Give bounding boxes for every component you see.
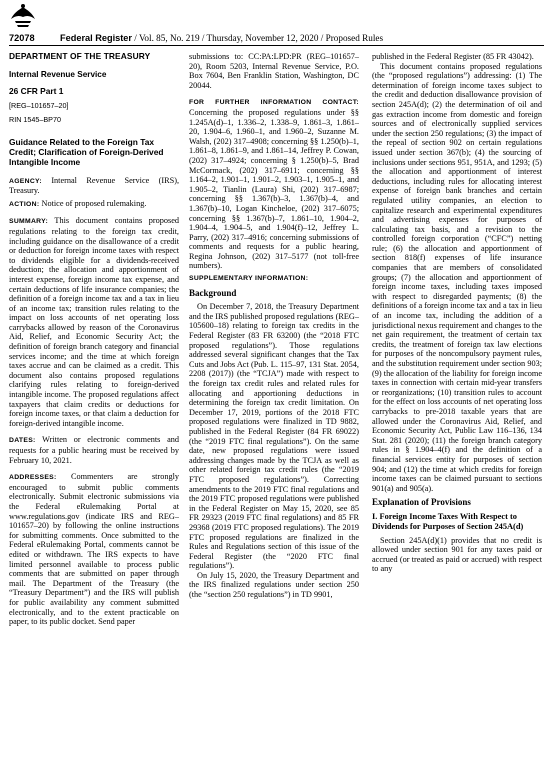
section-heading: I. Foreign Income Taxes With Respect to Dividends for Purposes of Section 245A(d) [372,511,524,531]
background-paragraph-1: On December 7, 2018, the Treasury Department and the IRS published proposed regulations (REG–105600–18) relating to foreign tax credits in the Federal Register (83 FR 63200) (the “2018 FTC proposed regulations”). Those regulations addressed several significant changes that the Tax Cuts and Jobs Act (Pub. L. 115–97, 131 Stat. 2054, 2208 (2017)) (the “TCJA”) made with respect to the foreign tax credit rules and related rules for allocating and apportioning deductions in determining the foreign tax credit limitation. On December 17, 2019, portions of the 2018 FTC proposed regulations were finalized in TD 9882, published in the Federal Register (84 FR 69022) (the “2019 FTC final regulations”). On the same date, new proposed regulations were issued addressing changes made by the TCJA as well as other related foreign tax credit rules (the “2019 FTC proposed regulations”). Correcting amendments to the 2019 FTC final regulations and the 2019 FTC proposed regulations were published in the Federal Register on May 15, 2020, see 85 FR 29323 (2019 FTC final regulations) and 85 FR 29368 (2019 FTC proposed regulations). The 2019 FTC proposed regulations are finalized in the Rules and Regulations section of this issue of the Federal Register (the “2020 FTC final regulations”). [189,302,359,571]
summary-text: This document contains proposed regulations relating to the foreign tax credit, including guidance on the disallowance of a credit or deduction for foreign income taxes with respect to dividends eligible for a dividends-received deduction; the allocation and apportionment of interest expense, foreign income tax expense, and certain deductions of life insurance companies; the definition of a foreign income tax and a tax in lieu of an income tax; transition rules relating to the impact on loss accounts of net operating loss carrybacks allowed by reason of the Coronavirus Aid, Relief, and Economic Security Act; the definition of foreign branch category and financial services income; and the time at which foreign taxes accrue and can be claimed as a credit. This document also contains proposed regulations clarifying rules relating to foreign-derived intangible income. The proposed regulations affect taxpayers that claim credits or deductions for foreign income taxes, or that claim a deduction for foreign-derived intangible income. [9,216,179,428]
action-label: ACTION: [9,200,40,208]
summary-label: SUMMARY: [9,218,49,226]
docket-id: [REG–101657–20] [9,100,69,110]
publication-name: Federal Register [60,33,132,43]
addresses-continuation: submissions to: CC:PA:LPD:PR (REG–101657–20), Room 5203, Internal Revenue Service, P.O. Box 7604, Ben Franklin Station, Washington, DC 20044. [189,52,359,90]
supplementary-label: SUPPLEMENTARY INFORMATION: [189,275,309,283]
contact-block [189,97,359,271]
background-heading: Background [189,287,237,298]
middle-column [189,52,359,774]
dates-block [9,435,179,465]
summary-block [9,216,179,428]
section-paragraph: Section 245A(d)(1) provides that no credit is allowed under section 901 for any taxes paid or accrued (or treated as paid or accrued) with respect to any [372,535,542,574]
rin-number: RIN 1545–BP70 [9,115,61,125]
background-continuation: published in the Federal Register (85 FR 43042). [372,52,534,61]
volume-info: / Vol. 85, No. 219 / Thursday, November 12, 2020 / Proposed Rules [134,33,384,43]
cfr-part: 26 CFR Part 1 [9,86,64,97]
header-info [60,33,383,43]
addresses-text: Commenters are strongly encouraged to submit public comments electronically. Submit electronic submissions via the Federal eRulemaking Portal at www.regulations.gov (indicate IRS and REG–101657–20) by following the online instructions for submitting comments. Once submitted to the Federal eRulemaking Portal, comments cannot be edited or withdrawn. The IRS expects to have limited personnel available to process public comments that are submitted on paper through mail. The Department of the Treasury (the “Treasury Department”) and the IRS will publish for public availability any comment submitted electronically, and to the extent practicable on paper, to its public docket. Send paper [9,472,179,627]
summary-of-proposed-regulations: This document contains proposed regulations (the “proposed regulations”) addressing: (1) The determination of foreign income taxes subject to the credit and deduction disallowance provision of section 245A(d); (2) the determination of oil and gas extraction income from domestic and foreign sources and of electronically supplied services under the section 250 regulations; (3) the impact of the repeal of section 902 on certain regulations issued under section 367(b); (4) the sourcing of inclusions under sections 951, 951A, and 1293; (5) the allocation and apportionment of interest deductions, including rules for allocating interest expense of foreign bank branches and certain regulated utility companies, an election to capitalize research and experimental expenditures and advertising expenses for purposes of calculating tax basis, and a revision to the controlled foreign corporation (“CFC”) netting rule; (6) the allocation and apportionment of section 818(f) expenses of life insurance companies that are members of consolidated groups; (7) the allocation and apportionment of foreign income taxes, including taxes imposed with respect to disregarded payments; (8) the definitions of a foreign income tax and a tax in lieu of an income tax, including the addition of a jurisdictional nexus requirement and changes to the net gain requirement, the treatment of certain tax credits, the treatment of foreign tax law elections for purposes of the noncompulsory payment rules, and the substitution requirement under section 903; (9) the allocation of the liability for foreign income taxes in connection with certain mid-year transfers or reorganizations; (10) transition rules to account for the effect on loss accounts of net operating loss carrybacks to pre-2018 taxable years that are allowed under the Coronavirus Aid, Relief, and Economic Security Act, Public Law 116–136, 134 Stat. 281 (2020); (11) the foreign branch category rules in § 1.904–4(f) and the definition of a financial services entity for purposes of section 904; and (12) the time at which credits for foreign income taxes can be claimed pursuant to sections 901(a) and 905(a). [372,61,542,493]
contact-text: Concerning the proposed regulations under §§ 1.245A(d)–1, 1.336–2, 1.338–9, 1.861–3, 1.861–20, 1.904–6, 1.960–1, and 1.960–2, Suzanne M. Walsh, (202) 317–4908; concerning §§ 1.250(b)–1, 1.861–8, 1.861–9, and 1.861–14, Jeffrey P. Cowan, (202) 317–4924; concerning § 1.250(b)–5, Brad McCormack, (202) 317–6911; concerning §§ 1.164–2, 1.901–1, 1.901–2, 1.903–1, 1.905–1, and 1.905–2, Tianlin (Laura) Shi, (202) 317–6987; concerning §§ 1.367(b)–3, 1.367(b)–4, and 1.367(b)–10, Logan Kincheloe, (202) 317–6075; concerning §§ 1.367(b)–7, 1.861–10, 1.904–2, 1.904–4, 1.904–5, and 1.904(f)–12, Jeffrey L. Parry, (202) 317–4916; concerning submissions of comments and requests for a public hearing, Regina Johnson, (202) 317–5177 (not toll-free numbers). [189,107,359,271]
right-column [372,52,542,774]
page-header [9,31,544,46]
dates-label: DATES: [9,437,36,445]
agency-label: AGENCY: [9,177,42,185]
agency-block [9,176,179,196]
explanation-heading: Explanation of Provisions [372,497,471,508]
department-heading: DEPARTMENT OF THE TREASURY [9,52,151,61]
document-title: Guidance Related to the Foreign Tax Credit; Clarification of Foreign-Derived Intangible Income [9,136,164,168]
gpo-eagle-logo-icon [9,3,37,29]
left-column [9,52,179,774]
dates-text: Written or electronic comments and requests for a public hearing must be received by February 10, 2021. [9,435,179,465]
supplementary-block [189,273,359,284]
contact-label: FOR FURTHER INFORMATION CONTACT: [189,99,359,107]
agency-text: Internal Revenue Service (IRS), Treasury. [9,175,179,196]
addresses-label: ADDRESSES: [9,474,57,482]
action-text: Notice of proposed rulemaking. [41,198,147,208]
agency-heading: Internal Revenue Service [9,69,107,79]
background-paragraph-2: On July 15, 2020, the Treasury Department and the IRS finalized regulations under section 250 (the “section 250 regulations”) in TD 9901, [189,570,359,600]
addresses-block [9,472,179,627]
page-number: 72078 [9,33,35,43]
action-block [9,199,179,210]
